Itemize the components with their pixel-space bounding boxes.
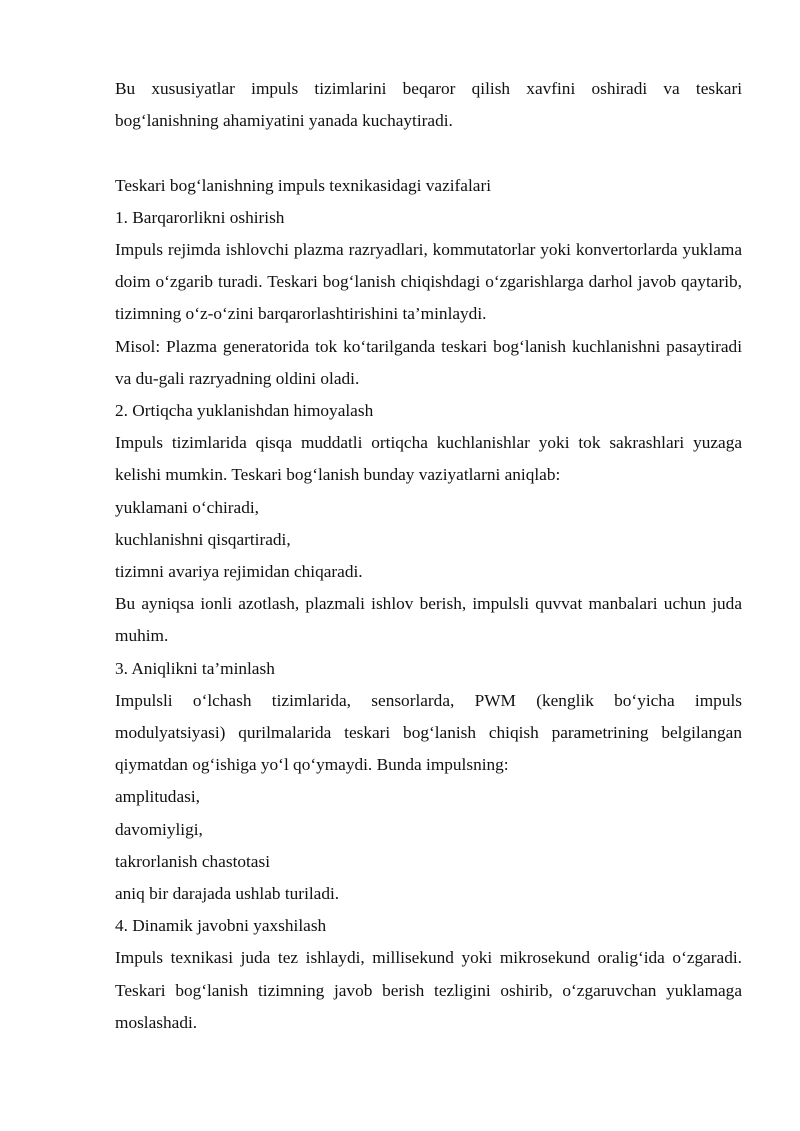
paragraph-misol: Misol: Plazma generatorida tok ko‘tarilganda teskari bog‘lanish kuchlanishni pasaytiradi va du-gali razryadning oldini oladi.: [115, 336, 742, 388]
list-item: davomiyligi,: [115, 819, 203, 839]
paragraph-ushlab-turiladi: aniq bir darajada ushlab turiladi.: [115, 884, 340, 904]
heading-aniqlik: 3. Aniqlikni ta’minlash: [115, 658, 275, 678]
heading-himoyalash: 2. Ortiqcha yuklanishdan himoyalash: [115, 401, 374, 421]
paragraph-ionli-azotlash: Bu ayniqsa ionli azotlash, plazmali ishlov berish, impulsli quvvat manbalari uchun juda muhim.: [115, 594, 742, 646]
heading-dinamik-javob: 4. Dinamik javobni yaxshilash: [115, 916, 327, 936]
paragraph-dinamik-javob: Impuls texnikasi juda tez ishlaydi, millisekund yoki mikrosekund oralig‘ida o‘zgaradi. Teskari bog‘lanish tizimning javob berish tezligini oshirib, o‘zgaruvchan yuklamaga moslashadi.: [115, 948, 742, 1032]
list-item: kuchlanishni qisqartiradi,: [115, 529, 291, 549]
heading-barqarorlik: 1. Barqarorlikni oshirish: [115, 207, 285, 227]
document-page: [115, 73, 742, 1039]
list-item: amplitudasi,: [115, 787, 200, 807]
list-item: tizimni avariya rejimidan chiqaradi.: [115, 562, 363, 582]
paragraph-himoyalash: Impuls tizimlarida qisqa muddatli ortiqcha kuchlanishlar yoki tok sakrashlari yuzaga kelishi mumkin. Teskari bog‘lanish bunday vaziyatlarni aniqlab:: [115, 433, 742, 485]
paragraph-aniqlik: Impulsli o‘lchash tizimlarida, sensorlarda, PWM (kenglik bo‘yicha impuls modulyatsiyasi) qurilmalarida teskari bog‘lanish chiqish parametrining belgilangan qiymatdan og‘ishiga yo‘l qo‘ymaydi. Bunda impulsning:: [115, 690, 742, 775]
paragraph-barqarorlik: Impuls rejimda ishlovchi plazma razryadlari, kommutatorlar yoki konvertorlarda yuklama doim o‘zgarib turadi. Teskari bog‘lanish chiqishdagi o‘zgarishlarga darhol javob qaytarib, tizimning o‘z-o‘zini barqarorlashtirishini ta’minlaydi.: [115, 240, 742, 324]
list-item: yuklamani o‘chiradi,: [115, 497, 259, 517]
intro-paragraph: Bu xususiyatlar impuls tizimlarini beqaror qilish xavfini oshiradi va teskari bog‘lanishning ahamiyatini yanada kuchaytiradi.: [115, 79, 742, 131]
paragraph-spacer: [115, 137, 742, 169]
list-item: takrorlanish chastotasi: [115, 851, 271, 871]
section-title: Teskari bog‘lanishning impuls texnikasidagi vazifalari: [115, 175, 492, 195]
